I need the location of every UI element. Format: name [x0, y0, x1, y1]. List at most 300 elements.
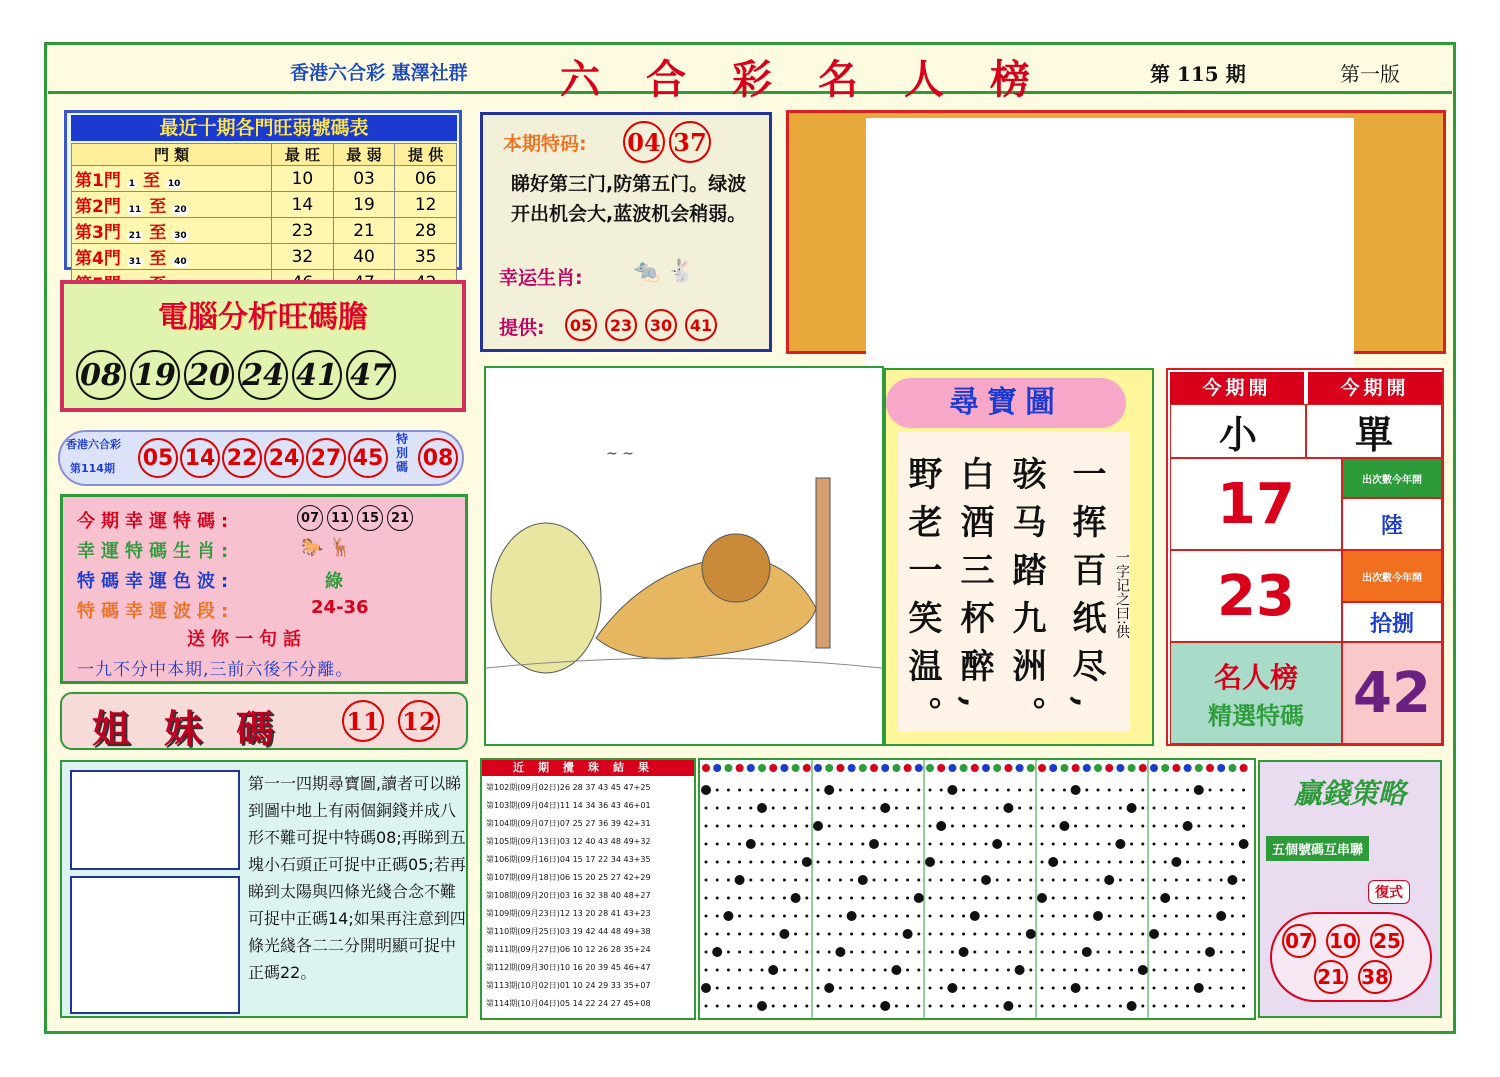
header-dot [713, 764, 721, 772]
computer-numbers [76, 350, 396, 400]
grid-dot [929, 1005, 932, 1008]
grid-dot [761, 825, 764, 828]
grid-dot [1085, 915, 1088, 918]
grid-dot [817, 933, 820, 936]
header-dot [848, 764, 856, 772]
grid-dot [1231, 789, 1234, 792]
grid-dot [1186, 987, 1189, 990]
header-dot [702, 764, 710, 772]
grid-dot [835, 947, 845, 957]
grid-dot [839, 879, 842, 882]
grid-dot [1220, 879, 1223, 882]
grid-dot [962, 879, 965, 882]
provide-numbers [565, 309, 717, 341]
grid-dot [1018, 933, 1021, 936]
grid-dot [757, 1001, 767, 1011]
grid-dot [1052, 987, 1055, 990]
prev-label2: 第114期 [70, 462, 115, 475]
grid-dot [1242, 933, 1245, 936]
number-ball: 19 [130, 350, 180, 400]
lucky-range: 24-36 [311, 597, 369, 618]
number-ball: 05 [138, 438, 178, 478]
grid-dot [1164, 951, 1167, 954]
grid-dot [1153, 861, 1156, 864]
grid-dot [738, 807, 741, 810]
grid-dot [705, 933, 708, 936]
grid-dot [903, 929, 913, 939]
results-list [480, 758, 696, 1020]
grid-dot [1007, 987, 1010, 990]
grid-dot [1119, 1005, 1122, 1008]
grid-dot [1018, 807, 1021, 810]
grid-dot [1130, 825, 1133, 828]
grid-dot [1164, 969, 1167, 972]
grid-dot [1097, 789, 1100, 792]
grid-dot [873, 789, 876, 792]
grid-dot [940, 969, 943, 972]
header-dot [881, 764, 889, 772]
grid-dot [783, 861, 786, 864]
number-ball: 08 [76, 350, 126, 400]
grid-dot [1018, 897, 1021, 900]
computer-box [60, 280, 466, 412]
grid-dot [1085, 969, 1088, 972]
grid-dot [1108, 861, 1111, 864]
grid-dot [917, 969, 920, 972]
grid-dot [1209, 807, 1212, 810]
grid-dot [1186, 933, 1189, 936]
grid-dot [906, 897, 909, 900]
grid-dot [1007, 861, 1010, 864]
sug-cell: 28 [395, 218, 457, 244]
grid-dot [1041, 1005, 1044, 1008]
grid-dot [772, 951, 775, 954]
grid-dot [929, 897, 932, 900]
grid-dot [1231, 1005, 1234, 1008]
number-ball: 21 [387, 505, 413, 531]
grid-dot [1130, 933, 1133, 936]
main-title: 六合彩名人榜 [560, 56, 1076, 103]
strategy-num: 25 [1370, 924, 1404, 958]
grid-dot [705, 1005, 708, 1008]
grid-dot [1186, 951, 1189, 954]
grid-dot [1197, 1005, 1200, 1008]
grid-dot [895, 789, 898, 792]
grid-dot [1097, 951, 1100, 954]
header-dot [926, 764, 934, 772]
grid-dot [783, 879, 786, 882]
grid-dot [1175, 915, 1178, 918]
grid-dot [738, 897, 741, 900]
header-dot [1083, 764, 1091, 772]
grid-dot [727, 933, 730, 936]
grid-dot [749, 1005, 752, 1008]
header-dot [1240, 764, 1248, 772]
rabbit-icon: 🐀 🐇 [633, 259, 695, 284]
grid-dot [828, 951, 831, 954]
lucky-l5: 送你一句話 [187, 629, 307, 650]
right-panel [1166, 368, 1444, 746]
grid-dot [917, 861, 920, 864]
grid-dot [727, 807, 730, 810]
grid-dot [1209, 897, 1212, 900]
lucky-l1: 今期幸運特碼: [77, 511, 235, 532]
number-ball: 22 [222, 438, 262, 478]
grid-dot [1119, 987, 1122, 990]
grid-dot [940, 1005, 943, 1008]
grid-dot [805, 789, 808, 792]
grid-dot [1171, 857, 1181, 867]
grid-dot [985, 915, 988, 918]
grid-dot [1063, 807, 1066, 810]
grid-dot [1197, 807, 1200, 810]
grid-dot [794, 825, 797, 828]
grid-dot [895, 897, 898, 900]
grid-dot [1141, 1005, 1144, 1008]
grid-dot [772, 933, 775, 936]
grid-dot [738, 789, 741, 792]
header-dot [1139, 764, 1147, 772]
special-text: 睇好第三门,防第五门。绿波开出机会大,蓝波机会稍弱。 [511, 173, 747, 225]
treasure-title: 尋寶圖 [886, 378, 1126, 428]
grid-dot [738, 987, 741, 990]
grid-dot [1119, 861, 1122, 864]
grid-dot [985, 1005, 988, 1008]
grid-dot [873, 825, 876, 828]
grid-dot [1007, 915, 1010, 918]
grid-dot [1029, 807, 1032, 810]
poem-line-1: 一挥百纸尽, [1066, 456, 1106, 722]
grid-dot [794, 789, 797, 792]
grid-dot [727, 969, 730, 972]
grid-dot [1220, 807, 1223, 810]
grid-dot [850, 879, 853, 882]
grid-dot [749, 861, 752, 864]
grid-dot [1231, 843, 1234, 846]
header-dot [1228, 764, 1236, 772]
grid-dot [772, 789, 775, 792]
grid-dot [985, 933, 988, 936]
grid-dot [1130, 915, 1133, 918]
grid-dot [716, 861, 719, 864]
grid-dot [805, 933, 808, 936]
grid-dot [1018, 843, 1021, 846]
grid-dot [772, 915, 775, 918]
grid-dot [1007, 969, 1010, 972]
grid-dot [1052, 933, 1055, 936]
header-dot [758, 764, 766, 772]
grid-dot [996, 897, 999, 900]
number-ball: 41 [292, 350, 342, 400]
result-row: 第107期(09月18日)06 15 20 25 27 42+29 [486, 873, 651, 882]
story-box [60, 760, 468, 1018]
puzzle-picture [484, 366, 884, 746]
result-row: 第112期(09月30日)10 16 20 39 45 46+47 [486, 963, 651, 972]
header-dot [1038, 764, 1046, 772]
header-dot [1128, 764, 1136, 772]
grid-dot [1231, 807, 1234, 810]
grid-dot [1041, 879, 1044, 882]
grid-dot [1097, 825, 1100, 828]
grid-dot [1063, 861, 1066, 864]
strategy-row1 [1282, 924, 1404, 958]
grid-dot [861, 897, 864, 900]
grid-dot [1209, 825, 1212, 828]
grid-dot [805, 879, 808, 882]
header-dot [1206, 764, 1214, 772]
h1: 今期開 [1170, 372, 1304, 404]
grid-dot [1138, 965, 1148, 975]
grid-dot [985, 825, 988, 828]
header-dot [859, 764, 867, 772]
grid-dot [1153, 843, 1156, 846]
grid-dot [783, 1005, 786, 1008]
grid-dot [1242, 987, 1245, 990]
grid-dot [895, 879, 898, 882]
grid-dot [1041, 951, 1044, 954]
result-row: 第105期(09月13日)03 12 40 43 48 49+32 [486, 837, 651, 846]
grid-dot [917, 879, 920, 882]
grid-dot [1127, 1001, 1137, 1011]
grid-dot [973, 969, 976, 972]
grid-dot [1175, 987, 1178, 990]
grid-dot [996, 789, 999, 792]
number-ball: 23 [605, 309, 637, 341]
brand2: 精選特碼 [1208, 701, 1304, 730]
grid-dot [891, 965, 901, 975]
prev-label1: 香港六合彩 [66, 438, 121, 451]
grid-dot [1197, 861, 1200, 864]
header-dot [993, 764, 1001, 772]
grid-dot [895, 1005, 898, 1008]
grid-dot [884, 951, 887, 954]
number-ball: 15 [357, 505, 383, 531]
grid-dot [951, 807, 954, 810]
grid-dot [1007, 879, 1010, 882]
grid-dot [802, 857, 812, 867]
header-dot [904, 764, 912, 772]
header-dot [1161, 764, 1169, 772]
grid-dot [716, 915, 719, 918]
grid-dot [917, 1005, 920, 1008]
grid-dot [761, 789, 764, 792]
grid-dot [1220, 825, 1223, 828]
grid-dot [1186, 807, 1189, 810]
side-label-2: 出次數今年開 [1342, 550, 1442, 602]
grid-dot [951, 861, 954, 864]
grid-dot [738, 843, 741, 846]
grid-dot [705, 951, 708, 954]
grid-dot [1119, 789, 1122, 792]
grid-dot [749, 951, 752, 954]
grid-dot [824, 983, 834, 993]
grid-dot [861, 789, 864, 792]
grid-dot [940, 933, 943, 936]
grid-dot [746, 839, 756, 849]
grid-dot [794, 951, 797, 954]
grid-dot [951, 843, 954, 846]
grid-dot [1018, 879, 1021, 882]
min-cell: 40 [333, 244, 395, 270]
grid-dot [1186, 1005, 1189, 1008]
grid-dot [772, 1005, 775, 1008]
grid-dot [1119, 933, 1122, 936]
issue-number: 第 115 期 [1150, 62, 1246, 86]
grid-dot [940, 789, 943, 792]
grid-dot [1108, 951, 1111, 954]
grid-dot [929, 915, 932, 918]
grid-dot [705, 897, 708, 900]
grid-dot [1052, 1005, 1055, 1008]
pick: 42 [1342, 642, 1442, 744]
grid-dot [1063, 933, 1066, 936]
grid-dot [828, 825, 831, 828]
grid-dot [1074, 861, 1077, 864]
grid-dot [1194, 785, 1204, 795]
grid-dot [951, 825, 954, 828]
grid-dot [1097, 861, 1100, 864]
grid-dot [873, 807, 876, 810]
grid-dot [1164, 879, 1167, 882]
result-row: 第109期(09月23日)12 13 20 28 41 43+23 [486, 909, 651, 918]
grid-dot [1160, 893, 1170, 903]
grid-dot [1085, 933, 1088, 936]
grid-dot [749, 789, 752, 792]
grid-dot [985, 897, 988, 900]
computer-title: 電腦分析旺碼膽 [158, 300, 368, 335]
grid-dot [1097, 933, 1100, 936]
grid-dot [705, 807, 708, 810]
grid-dot [996, 807, 999, 810]
grid-dot [1029, 987, 1032, 990]
grid-dot [1085, 879, 1088, 882]
strategy-box [1258, 760, 1442, 1018]
results-title: 近期攪珠結果 [482, 760, 694, 776]
number-ball: 24 [264, 438, 304, 478]
strategy-tag: 復式 [1368, 880, 1410, 904]
header-dot [736, 764, 744, 772]
grid-dot [805, 825, 808, 828]
grid-dot [794, 879, 797, 882]
grid-dot [1220, 789, 1223, 792]
grid-dot [850, 1005, 853, 1008]
number-ball: 30 [645, 309, 677, 341]
grid-dot [701, 983, 711, 993]
grid-dot [828, 807, 831, 810]
grid-dot [992, 839, 1002, 849]
grid-dot [1231, 933, 1234, 936]
grid-dot [738, 825, 741, 828]
grid-dot [884, 987, 887, 990]
result-row: 第114期(10月04日)05 14 22 24 27 45+08 [486, 999, 651, 1008]
poem-line-2: 骇马踏九洲。 [1006, 456, 1046, 744]
min-cell: 21 [333, 218, 395, 244]
grid-dot [884, 969, 887, 972]
grid-dot [1231, 987, 1234, 990]
grid-dot [1153, 969, 1156, 972]
grid-dot [1141, 789, 1144, 792]
grid-dot [1130, 789, 1133, 792]
grid-dot [768, 965, 778, 975]
grid-dot [973, 879, 976, 882]
grid-dot [1175, 969, 1178, 972]
header-dot [1016, 764, 1024, 772]
grid-dot [772, 987, 775, 990]
gate-table-grid [71, 143, 457, 296]
grid-dot [895, 807, 898, 810]
grid-dot [873, 969, 876, 972]
grid-dot [1197, 933, 1200, 936]
grid-dot [1041, 969, 1044, 972]
grid-dot [1041, 789, 1044, 792]
scholar-image [70, 876, 240, 1014]
grid-dot [917, 951, 920, 954]
grid-dot [1018, 1005, 1021, 1008]
lucky-l4: 特碼幸運波段: [77, 601, 235, 622]
grid-dot [705, 843, 708, 846]
grid-dot [749, 969, 752, 972]
grid-dot [828, 861, 831, 864]
treasure-map [884, 368, 1154, 746]
lucky-numbers [297, 505, 413, 531]
grid-dot [906, 879, 909, 882]
grid-dot [850, 825, 853, 828]
grid-dot [895, 951, 898, 954]
grid-dot [772, 879, 775, 882]
grid-dot [951, 1005, 954, 1008]
lucky-l3: 特碼幸運色波: [77, 571, 235, 592]
grid-dot [906, 789, 909, 792]
grid-dot [761, 861, 764, 864]
grid-dot [738, 933, 741, 936]
grid-dot [1029, 861, 1032, 864]
grid-dot [791, 893, 801, 903]
header-dot [1004, 764, 1012, 772]
grid-dot [940, 951, 943, 954]
grid-dot [1242, 879, 1245, 882]
grid-dot [805, 987, 808, 990]
grid-dot [985, 807, 988, 810]
grid-dot [1220, 1005, 1223, 1008]
grid-dot [1149, 929, 1159, 939]
grid-dot [727, 897, 730, 900]
grid-dot [1007, 825, 1010, 828]
grid-dot [1029, 879, 1032, 882]
grid-dot [1141, 879, 1144, 882]
grid-dot [1231, 897, 1234, 900]
grid-dot [951, 933, 954, 936]
grid-dot [869, 839, 879, 849]
grid-dot [1220, 861, 1223, 864]
grid-dot [738, 861, 741, 864]
grid-dot [738, 951, 741, 954]
grid-dot [940, 843, 943, 846]
grid-dot [1041, 987, 1044, 990]
grid-dot [761, 987, 764, 990]
grid-dot [716, 987, 719, 990]
grid-dot [1130, 951, 1133, 954]
special-num: 37 [669, 121, 711, 163]
grid-dot [1197, 969, 1200, 972]
grid-dot [1041, 915, 1044, 918]
grid-dot [850, 861, 853, 864]
grid-dot [1175, 825, 1178, 828]
grid-dot [779, 929, 789, 939]
grid-dot [1063, 951, 1066, 954]
grid-dot [850, 897, 853, 900]
grid-dot [929, 825, 932, 828]
grid-dot [783, 987, 786, 990]
